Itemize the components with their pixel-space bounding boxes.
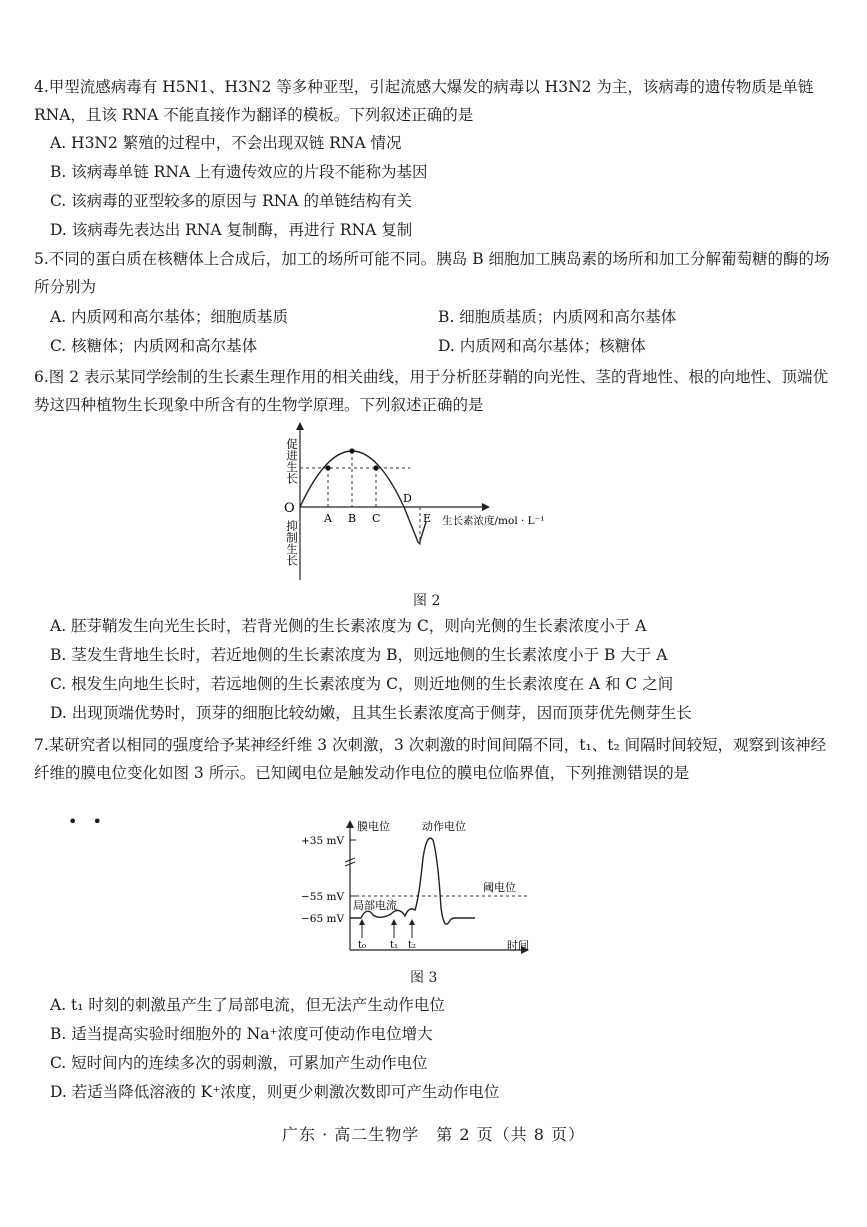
label-d: D xyxy=(403,492,412,505)
y-tick-65: −65 mV xyxy=(301,913,345,925)
y-axis-label: 膜电位 xyxy=(357,820,390,833)
question-text: 图 2 表示某同学绘制的生长素生理作用的相关曲线，用于分析胚芽鞘的向光性、茎的背地性、根的向地性、顶端优势这四种植物生长现象中所含有的生物学原理。下列叙述正确的是 xyxy=(34,368,829,414)
stimulus-arrowhead-t1 xyxy=(391,919,397,925)
label-e: E xyxy=(423,512,432,525)
threshold-label: 阈电位 xyxy=(483,881,516,894)
question-text: 某研究者以相同的强度给予某神经纤维 3 次刺激，3 次刺激的时间间隔不同，t₁、t₂ 间隔时间较短，观察到该神经纤维的膜电位变化如图 3 所示。已知阈电位是触发动作电位的膜电位临界值，下列推测错误的是 xyxy=(34,736,827,782)
page-footer: 广东 · 高二生物学 第 2 页（共 8 页） xyxy=(282,1125,585,1144)
q4-option-d: D. 该病毒先表达出 RNA 复制酶，再进行 RNA 复制 xyxy=(50,221,413,239)
q5-option-b: B. 细胞质基质；内质网和高尔基体 xyxy=(438,308,677,326)
question-text: 甲型流感病毒有 H5N1、H3N2 等多种亚型，引起流感大爆发的病毒以 H3N2 为主，该病毒的遗传物质是单链 RNA，且该 RNA 不能直接作为翻译的模板。下列叙述正确的是 xyxy=(34,78,814,124)
q5-option-a: A. 内质网和高尔基体；细胞质基质 xyxy=(50,308,289,326)
q6-option-b: B. 茎发生背地生长时，若近地侧的生长素浓度为 B，则远地侧的生长素浓度小于 B 大于 A xyxy=(50,646,668,664)
label-c: C xyxy=(372,512,381,525)
y-tick-55: −55 mV xyxy=(301,891,345,903)
question-4-stem xyxy=(34,73,834,129)
time-label-t2: t₂ xyxy=(408,940,417,951)
q7-option-b: B. 适当提高实验时细胞外的 Na⁺浓度可使动作电位增大 xyxy=(50,1025,433,1043)
point-c xyxy=(373,465,378,470)
q6-option-d: D. 出现顶端优势时，顶芽的细胞比较幼嫩，且其生长素浓度高于侧芽，因而顶芽优先侧芽生长 xyxy=(50,704,692,722)
local-current-label: 局部电流 xyxy=(353,899,397,912)
x-axis-arrow xyxy=(482,503,490,511)
figure-3-membrane-potential xyxy=(295,818,555,960)
action-potential-label: 动作电位 xyxy=(422,820,466,833)
question-number: 5. xyxy=(34,250,49,268)
question-number: 7. xyxy=(34,736,49,754)
question-6-stem xyxy=(34,363,834,419)
y-label-inhibit: 抑制生长 xyxy=(285,520,299,566)
y-axis-arrow xyxy=(346,820,354,828)
label-a: A xyxy=(324,512,332,525)
y-axis-arrow xyxy=(296,422,304,430)
x-axis-label: 时间 xyxy=(507,939,529,952)
y-tick-35: +35 mV xyxy=(301,835,345,847)
question-text: 不同的蛋白质在核糖体上合成后，加工的场所可能不同。胰岛 B 细胞加工胰岛素的场所和加工分解葡萄糖的酶的场所分别为 xyxy=(34,250,830,296)
q7-option-a: A. t₁ 时刻的刺激虽产生了局部电流，但无法产生动作电位 xyxy=(50,996,445,1014)
emphasis-dots: • • xyxy=(68,812,107,831)
q6-option-a: A. 胚芽鞘发生向光生长时，若背光侧的生长素浓度为 C，则向光侧的生长素浓度小于 A xyxy=(50,617,647,635)
y-label-promote: 促进生长 xyxy=(285,438,299,484)
figure-2-auxin-curve xyxy=(270,420,570,590)
stimulus-arrowhead-t0 xyxy=(359,919,365,925)
point-b xyxy=(349,448,354,453)
stimulus-arrowhead-t2 xyxy=(409,919,415,925)
figure-3-caption: 图 3 xyxy=(410,970,438,986)
time-label-t1: t₁ xyxy=(390,940,399,951)
q4-option-b: B. 该病毒单链 RNA 上有遗传效应的片段不能称为基因 xyxy=(50,163,428,181)
q4-option-c: C. 该病毒的亚型较多的原因与 RNA 的单链结构有关 xyxy=(50,192,412,210)
q4-option-a: A. H3N2 繁殖的过程中，不会出现双链 RNA 情况 xyxy=(50,134,402,152)
origin-label: O xyxy=(284,501,295,516)
figure-2-caption: 图 2 xyxy=(413,593,441,609)
label-b: B xyxy=(348,512,357,525)
q6-option-c: C. 根发生向地生长时，若远地侧的生长素浓度为 C，则近地侧的生长素浓度在 A 和 C 之间 xyxy=(50,675,674,693)
question-number: 6. xyxy=(34,368,49,386)
question-7-stem xyxy=(34,731,834,787)
time-label-t0: t₀ xyxy=(358,940,367,951)
x-axis-label: 生长素浓度/mol · L⁻¹ xyxy=(442,515,545,527)
point-a xyxy=(325,465,330,470)
question-5-stem xyxy=(34,245,834,301)
q7-option-d: D. 若适当降低溶液的 K⁺浓度，则更少刺激次数即可产生动作电位 xyxy=(50,1083,500,1101)
q5-option-c: C. 核糖体；内质网和高尔基体 xyxy=(50,337,258,355)
question-number: 4. xyxy=(34,78,49,96)
q7-option-c: C. 短时间内的连续多次的弱刺激，可累加产生动作电位 xyxy=(50,1054,428,1072)
q5-option-d: D. 内质网和高尔基体；核糖体 xyxy=(438,337,646,355)
